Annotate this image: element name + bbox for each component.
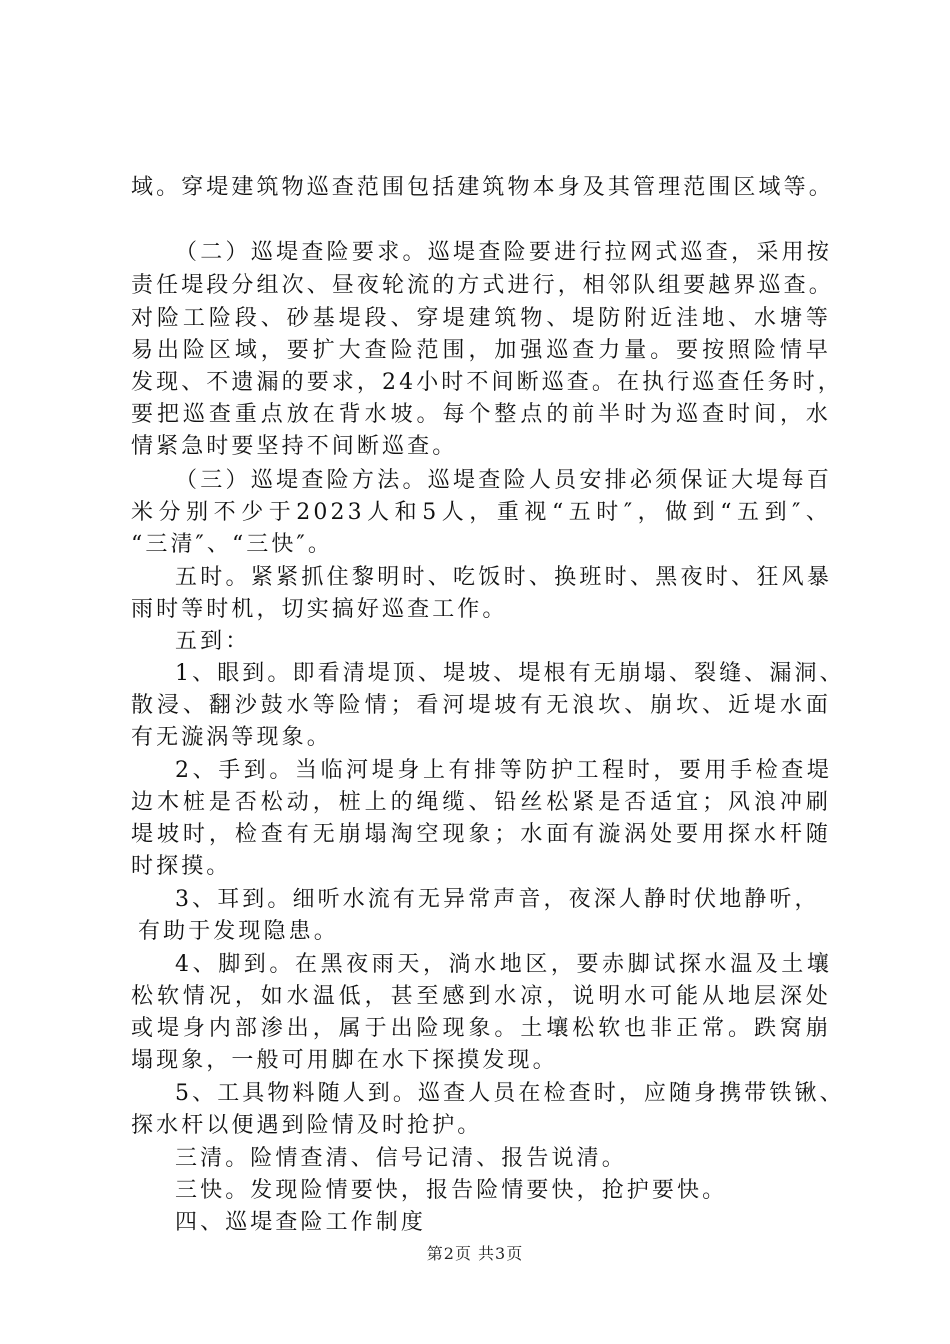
section-heading: 四、巡堤查险工作制度 (175, 1210, 427, 1235)
paragraph-line: 时探摸。 (131, 854, 232, 879)
paragraph-line: 五时。紧紧抓住黎明时、吃饭时、换班时、黑夜时、狂风暴 (175, 565, 832, 590)
paragraph-line: 雨时等时机，切实搞好巡查工作。 (131, 597, 508, 622)
paragraph-line: 域。穿堤建筑物巡查范围包括建筑物本身及其管理范围区域等。 (131, 175, 834, 200)
paragraph-line: 三清。险情查清、信号记清、报告说清。 (175, 1146, 627, 1171)
paragraph-line: 3、耳到。细听水流有无异常声音，夜深人静时伏地静听， (175, 887, 820, 912)
paragraph-line: “三清″、“三快″。 (131, 532, 333, 557)
paragraph-line: 堤坡时，检查有无崩塌淘空现象；水面有漩涡处要用探水杆随 (131, 822, 831, 847)
paragraph-line: （三）巡堤查险方法。巡堤查险人员安排必须保证大堤每百 (175, 468, 832, 493)
paragraph-line: 有无漩涡等现象。 (131, 725, 332, 750)
paragraph-line: 或堤身内部渗出，属于出险现象。土壤松软也非正常。跌窝崩 (131, 1016, 831, 1041)
paragraph-line: 五到： (175, 629, 251, 654)
paragraph-line: （二）巡堤查险要求。巡堤查险要进行拉网式巡查，采用按 (175, 240, 832, 265)
paragraph-line: 三快。发现险情要快，报告险情要快，抢护要快。 (175, 1178, 728, 1203)
paragraph-line: 米分别不少于2023人和5人，重视“五时″，做到“五到″、 (131, 500, 831, 525)
paragraph-line: 边木桩是否松动，桩上的绳缆、铅丝松紧是否适宜；风浪冲刷 (131, 790, 831, 815)
paragraph-line: 探水杆以便遇到险情及时抢护。 (131, 1113, 483, 1138)
paragraph-line: 有助于发现隐患。 (138, 919, 339, 944)
page-number-footer: 第2页 共3页 (426, 1244, 524, 1263)
paragraph-line: 发现、不遗漏的要求，24小时不间断巡查。在执行巡查任务时， (131, 370, 843, 395)
paragraph-line: 情紧急时要坚持不间断巡查。 (131, 434, 458, 459)
paragraph-line: 松软情况，如水温低，甚至感到水凉，说明水可能从地层深处 (131, 984, 831, 1009)
paragraph-line: 责任堤段分组次、昼夜轮流的方式进行，相邻队组要越界巡查。 (131, 273, 834, 298)
paragraph-line: 4、脚到。在黑夜雨天，淌水地区，要赤脚试探水温及土壤 (175, 952, 832, 977)
paragraph-line: 2、手到。当临河堤身上有排等防护工程时，要用手检查堤 (175, 758, 832, 783)
paragraph-line: 易出险区域，要扩大查险范围，加强巡查力量。要按照险情早 (131, 338, 831, 363)
paragraph-line: 对险工险段、砂基堤段、穿堤建筑物、堤防附近洼地、水塘等 (131, 306, 831, 331)
paragraph-line: 塌现象，一般可用脚在水下探摸发现。 (131, 1048, 558, 1073)
paragraph-line: 5、工具物料随人到。巡查人员在检查时，应随身携带铁锹、 (175, 1081, 845, 1106)
paragraph-line: 散浸、翻沙鼓水等险情；看河堤坡有无浪坎、崩坎、近堤水面 (131, 693, 831, 718)
paragraph-line: 要把巡查重点放在背水坡。每个整点的前半时为巡查时间，水 (131, 402, 831, 427)
paragraph-line: 1、眼到。即看清堤顶、堤坡、堤根有无崩塌、裂缝、漏洞、 (175, 661, 845, 686)
